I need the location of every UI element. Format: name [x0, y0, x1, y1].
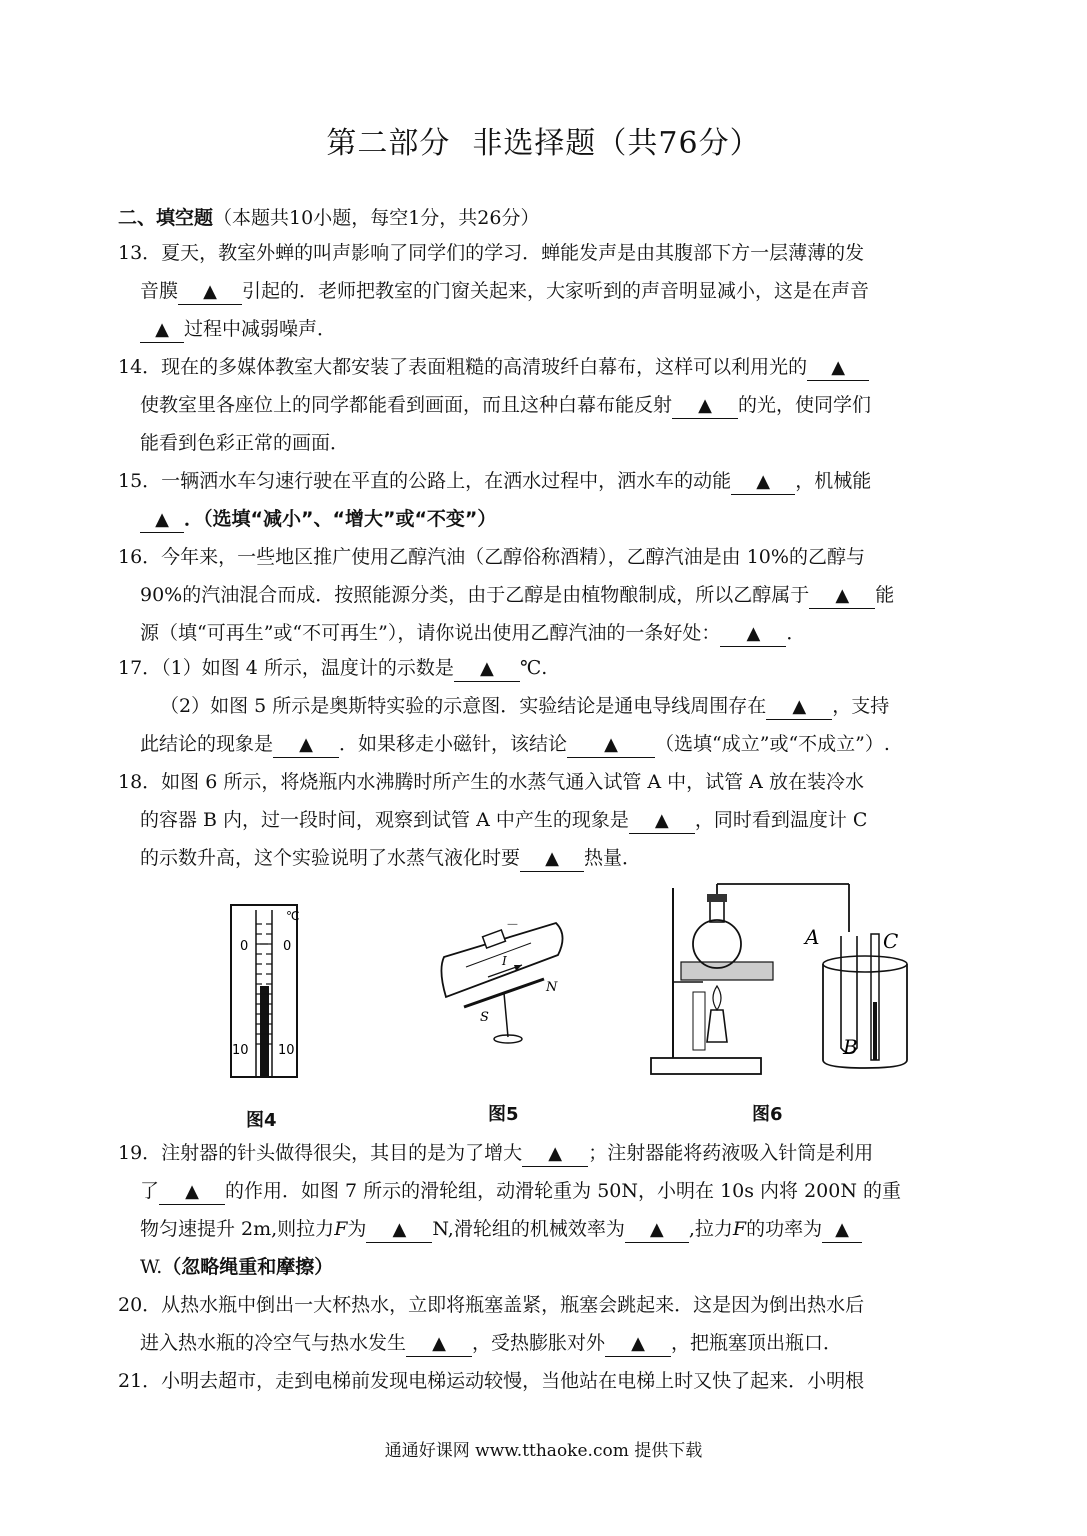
- q17-line3: 此结论的现象是 ▲ ．如果移走小磁针，该结论 ▲ （选填“成立”或“不成立”）.: [140, 729, 890, 759]
- figure-4-thermometer: [228, 902, 300, 1082]
- q13-line3: ▲ 过程中减弱噪声．: [140, 314, 336, 344]
- q21-line1: 21．小明去超市，走到电梯前发现电梯运动较慢，当他站在电梯上时又快了起来．小明根: [118, 1370, 865, 1392]
- q20-line2: 进入热水瓶的冷空气与热水发生 ▲ ，受热膨胀对外 ▲ ，把瓶塞顶出瓶口．: [140, 1328, 842, 1358]
- q16-line3: 源（填“可再生”或“不可再生”），请你说出使用乙醇汽油的一条好处： ▲ ．: [140, 618, 805, 648]
- q14-line3: 能看到色彩正常的画面．: [140, 432, 350, 454]
- q19-line2: 了 ▲ 的作用．如图 7 所示的滑轮组，动滑轮重为 50N，小明在 10s 内将 200N 的重: [140, 1176, 901, 1206]
- q16-line2: 90%的汽油混合而成．按照能源分类，由于乙醇是由植物酿制成，所以乙醇属于 ▲ 能: [140, 580, 894, 610]
- svg-text:I: I: [502, 954, 507, 968]
- svg-text:S: S: [480, 1010, 489, 1025]
- q13-line1: 13．夏天，教室外蝉的叫声影响了同学们的学习．蝉能发声是由其腹部下方一层薄薄的发: [118, 242, 865, 264]
- figure-6-caption: 图6: [752, 1104, 783, 1125]
- page-footer: 通通好课网 www.tthaoke.com 提供下载: [384, 1441, 703, 1461]
- q18-line3: 的示数升高，这个实验说明了水蒸气液化时要 ▲ 热量．: [140, 843, 641, 873]
- thermo-unit: ℃: [286, 909, 300, 923]
- section-heading: 二、填空题（本题共10小题，每空1分，共26分）: [118, 207, 540, 229]
- q17-line2: （2）如图 5 所示是奥斯特实验的示意图．实验结论是通电导线周围存在 ▲ ，支持: [160, 691, 889, 721]
- q19-line4: W.（忽略绳重和摩擦）: [140, 1256, 334, 1278]
- svg-text:A: A: [805, 925, 820, 949]
- q13-line2: 音膜 ▲ 引起的．老师把教室的门窗关起来，大家听到的声音明显减小，这是在声音: [140, 276, 869, 306]
- q18-line1: 18．如图 6 所示，将烧瓶内水沸腾时所产生的水蒸气通入试管 A 中，试管 A 放在装冷水: [118, 771, 864, 793]
- svg-text:10: 10: [278, 1043, 295, 1058]
- svg-text:0: 0: [283, 939, 292, 954]
- q16-line1: 16．今年来，一些地区推广使用乙醇汽油（乙醇俗称酒精），乙醇汽油是由 10%的乙醇与: [118, 546, 865, 568]
- figure-4-caption: 图4: [246, 1110, 277, 1131]
- q19-line1: 19．注射器的针头做得很尖，其目的是为了增大 ▲ ；注射器能将药液吸入针筒是利用: [118, 1138, 873, 1168]
- svg-text:B: B: [843, 1035, 858, 1059]
- figure-5-caption: 图5: [488, 1104, 519, 1125]
- svg-text:10: 10: [232, 1043, 249, 1058]
- svg-text:C: C: [883, 929, 899, 953]
- svg-text:－: －: [506, 918, 520, 933]
- q18-line2: 的容器 B 内，过一段时间，观察到试管 A 中产生的现象是 ▲ ，同时看到温度计 C: [140, 805, 867, 835]
- q17-line1: 17．（1）如图 4 所示，温度计的示数是 ▲ ℃.: [118, 653, 547, 683]
- figure-5-oersted: [436, 915, 586, 1050]
- q19-line3: 物匀速提升 2m,则拉力F为 ▲ N,滑轮组的机械效率为 ▲ ,拉力F的功率为 ▲: [140, 1214, 862, 1244]
- q14-line1: 14．现在的多媒体教室大都安装了表面粗糙的高清玻纤白幕布，这样可以利用光的 ▲: [118, 352, 869, 382]
- q15-line2: ▲ ．（选填“减小”、“增大”或“不变”）: [140, 504, 496, 534]
- svg-text:0: 0: [240, 939, 249, 954]
- page-title: 第二部分 非选择题（共76分）: [326, 126, 761, 161]
- svg-text:N: N: [546, 980, 558, 995]
- q20-line1: 20．从热水瓶中倒出一大杯热水，立即将瓶塞盖紧，瓶塞会跳起来．这是因为倒出热水后: [118, 1294, 865, 1316]
- figure-6-liquefaction: [645, 882, 915, 1082]
- q14-line2: 使教室里各座位上的同学都能看到画面，而且这种白幕布能反射 ▲ 的光，使同学们: [140, 390, 871, 420]
- q15-line1: 15．一辆洒水车匀速行驶在平直的公路上，在洒水过程中，洒水车的动能 ▲ ，机械能: [118, 466, 871, 496]
